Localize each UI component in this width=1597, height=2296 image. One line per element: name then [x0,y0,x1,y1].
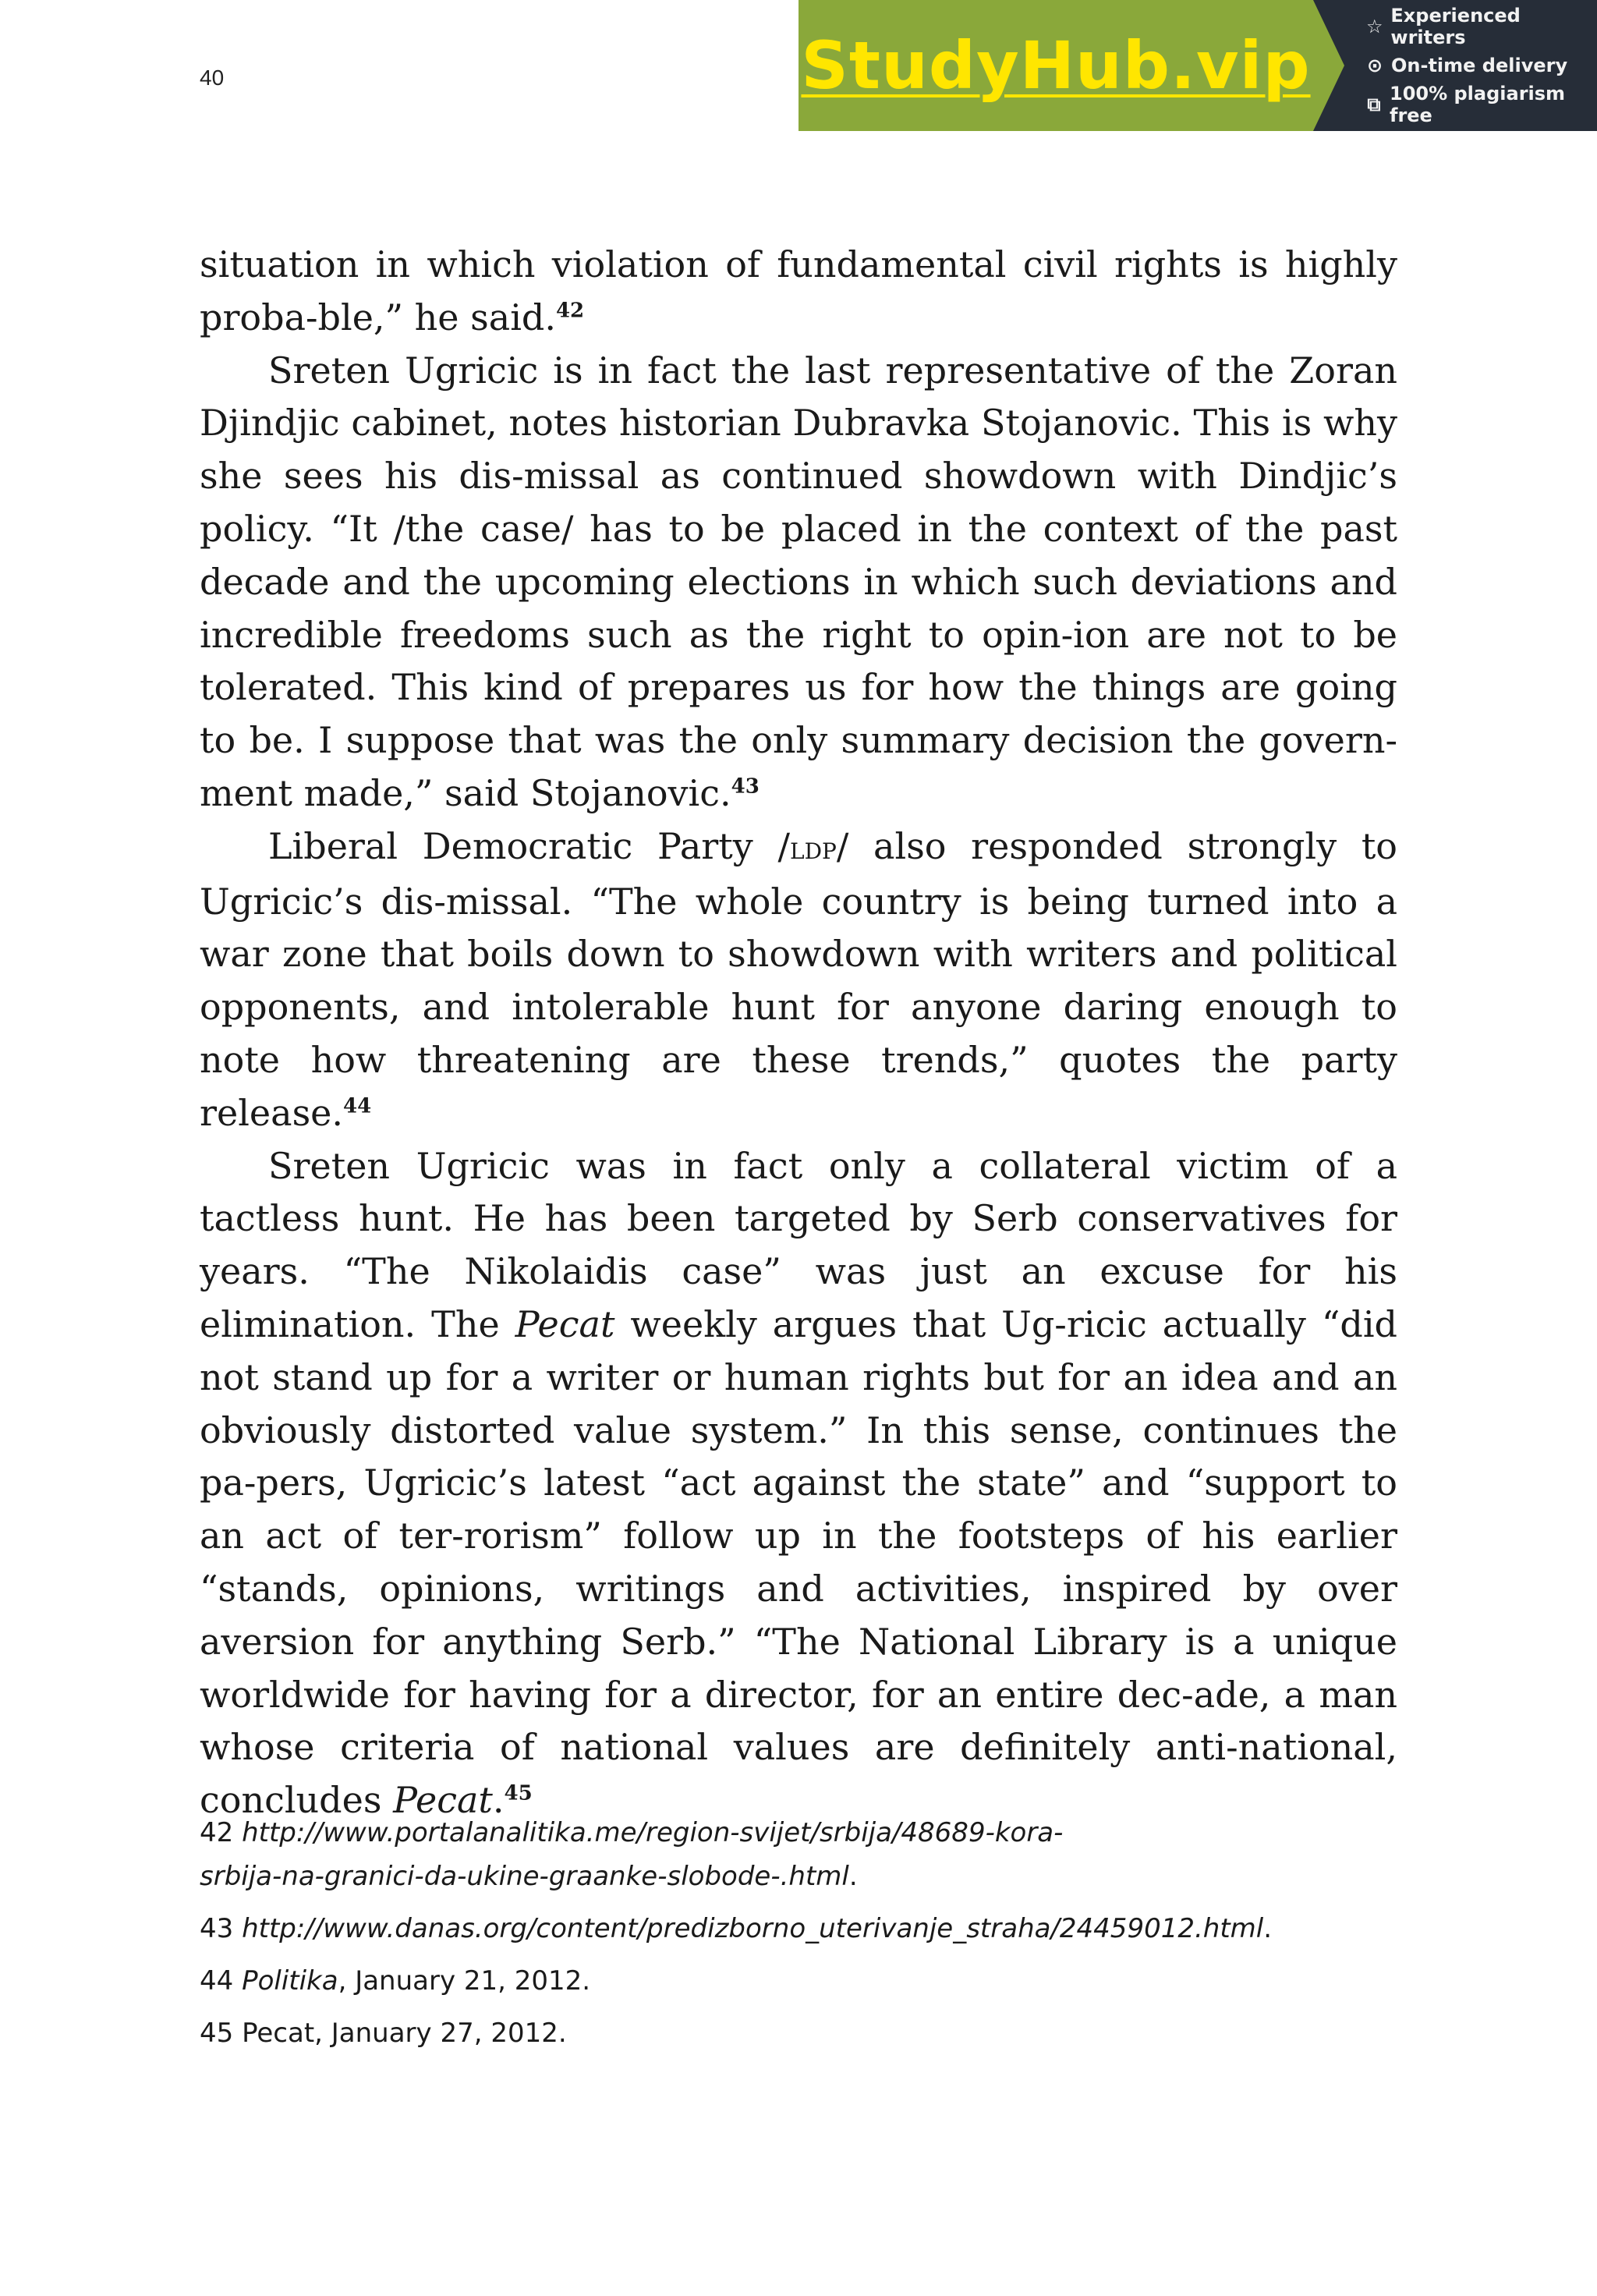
footnote-44 [200,1959,1447,2003]
brand-logo-text: StudyHub.vip [801,27,1311,104]
banner-features [1313,0,1597,131]
footnote-text: . [848,1861,858,1892]
paragraph-text: Sreten Ugricic is in fact the last representative of the Zoran Djindjic cabinet, notes historian Dubravka Stojanovic. This is why she sees his dis-missal as continued showdown with Dindjic’s policy. “It /the case/ has to be placed in the context of the past decade and the upcoming elections in which such deviations and incredible freedoms such as the right to opin-ion are not to be tolerated. This kind of prepares us for how the things are going to be. I suppose that was the only summary decision the govern-ment made,” said Stojanovic. [200,349,1397,814]
paragraph-3 [200,820,1397,1140]
feature-on-time-delivery [1365,55,1597,76]
feature-plagiarism-free [1365,83,1597,126]
paragraph-4 [200,1140,1397,1827]
feature-label: Experienced writers [1390,5,1521,48]
footnote-link[interactable]: http://www.portalanalitika.me/region-svijet/srbija/48689-kora- [242,1817,1064,1848]
footnote-ref-44[interactable]: 44 [343,1094,372,1118]
page-number: 40 [200,66,225,90]
paragraph-text: situation in which violation of fundamental civil rights is highly proba-ble,” he said. [200,243,1397,338]
feature-experienced-writers [1365,5,1597,48]
footnote-number: 45 [200,2018,243,2049]
publication-name: Pecat [393,1779,493,1822]
ldp-abbreviation: ldp [789,830,837,866]
feature-label: On-time delivery [1391,55,1568,76]
footnote-link[interactable]: srbija-na-granici-da-ukine-graanke-slobode-.html [200,1861,849,1892]
paragraph-text: Liberal Democratic Party / [268,824,790,867]
body-text [200,239,1397,1827]
clock-icon: ⊙ [1366,55,1383,76]
studyhub-banner[interactable] [798,0,1597,131]
footnote-text: . [1263,1913,1273,1944]
footnote-source: Politika [242,1965,338,1997]
footnote-text: Pecat, January 27, 2012. [242,2018,567,2049]
paragraph-text: . [492,1779,505,1822]
footnote-ref-42[interactable]: 42 [555,299,585,323]
footnote-number: 42 [200,1817,243,1848]
banner-brand[interactable] [798,0,1313,131]
footnote-link[interactable]: http://www.danas.org/content/predizborno_uterivanje_straha/24459012.html [242,1913,1264,1944]
footnote-45 [200,2011,1447,2055]
paragraph-2 [200,345,1397,820]
copy-icon: ⧉ [1367,94,1381,115]
publication-name: Pecat [515,1302,615,1345]
footnotes [200,1811,1447,2064]
star-icon: ☆ [1365,16,1383,37]
paragraph-text: / also responded strongly to Ugricic’s dis-missal. “The whole country is being turned into a war zone that boils down to showdown with writers and political opponents, and intolerable hunt for anyone daring enough to note how threatening are these trends,” quotes the party release. [200,824,1397,1134]
footnote-number: 43 [200,1913,243,1944]
footnote-text: , January 21, 2012. [338,1965,591,1997]
feature-label: 100% plagiarism free [1390,83,1566,126]
paragraph-1 [200,239,1397,345]
footnote-ref-45[interactable]: 45 [504,1781,533,1805]
footnote-42 [200,1811,1447,1898]
footnote-ref-43[interactable]: 43 [731,774,760,799]
footnote-43 [200,1907,1447,1951]
paragraph-text: Sreten Ugricic was in fact only a collateral victim of a tactless hunt. He has been targeted by Serb conservatives for years. “The Nikolaidis case” was just an excuse for his elimination. The [200,1144,1397,1345]
footnote-number: 44 [200,1965,243,1997]
paragraph-text: weekly argues that Ug-ricic actually “did not stand up for a writer or human rights but for an idea and an obviously distorted value system.” In this sense, continues the pa-pers, Ugricic’s latest “act against the state” and “support to an act of ter-rorism” follow up in the footsteps of his earlier “stands, opinions, writings and activities, inspired by over aversion for anything Serb.” “The National Library is a unique worldwide for having for a director, for an entire dec-ade, a man whose criteria of national values are definitely anti-national, concludes [200,1302,1397,1822]
